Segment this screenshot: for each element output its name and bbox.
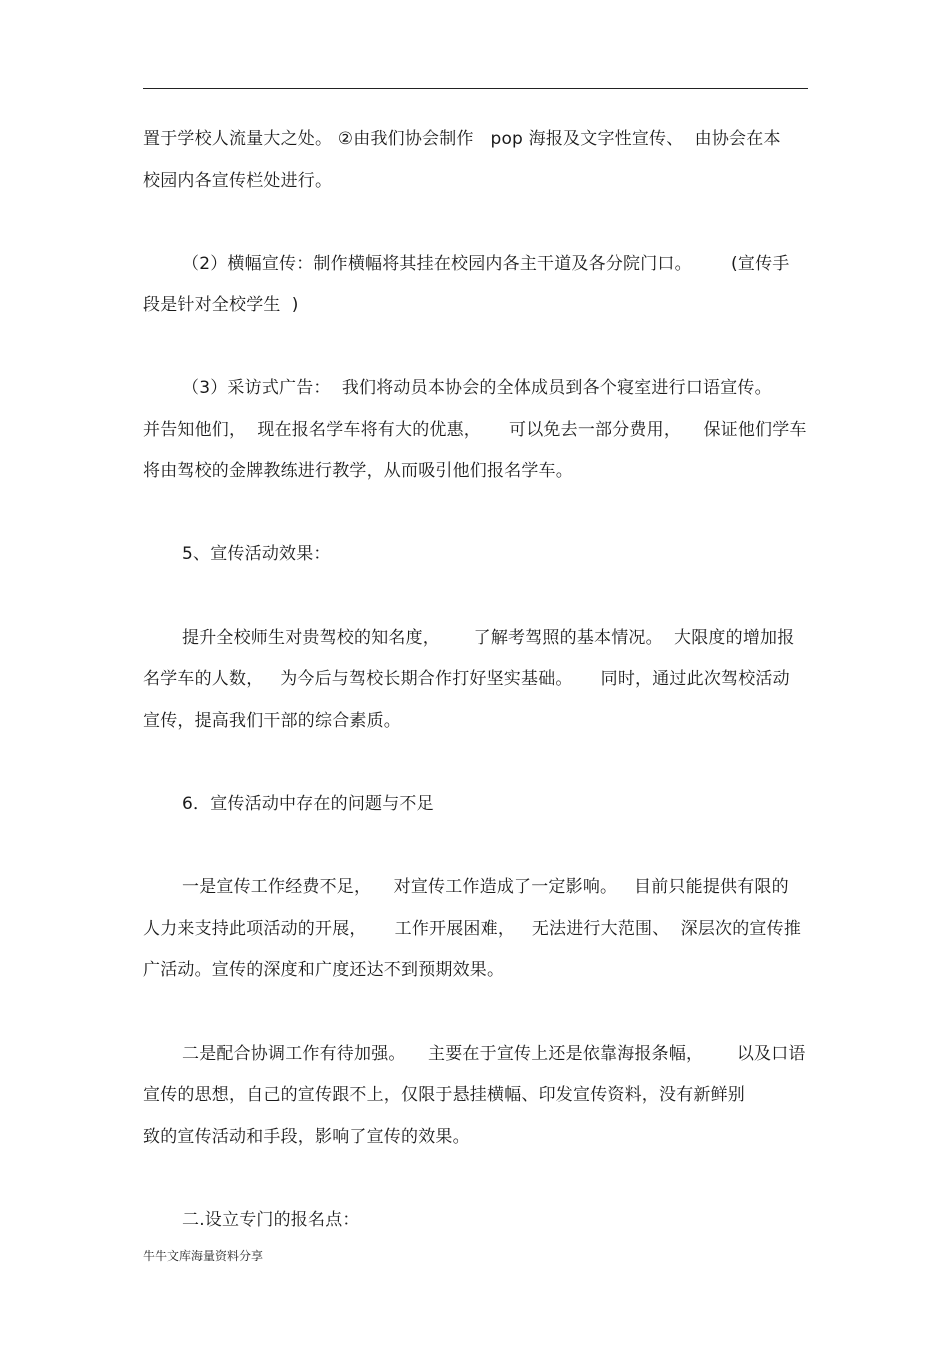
text-line: 名学车的人数， 为今后与驾校长期合作打好坚实基础。 同时，通过此次驾校活动 (143, 669, 790, 689)
header-rule (143, 88, 808, 89)
paragraph-coordination-line: 二是配合协调工作有待加强。 主要在于宣传上还是依靠海报条幅， 以及口语 (182, 1044, 806, 1064)
paragraph-interview-line: （3）采访式广告： 我们将动员本协会的全体成员到各个寝室进行口语宣传。 (182, 378, 772, 398)
text-line: 段是针对全校学生 ) (143, 295, 299, 315)
section-heading-registration: 二.设立专门的报名点： (182, 1210, 360, 1230)
text-line: 人力来支持此项活动的开展， 工作开展困难， 无法进行大范围、 深层次的宣传推 (143, 919, 802, 939)
paragraph-effect-line: 提升全校师生对贵驾校的知名度， 了解考驾照的基本情况。 大限度的增加报 (182, 628, 795, 648)
text-line: 宣传，提高我们干部的综合素质。 (143, 711, 401, 731)
section-heading-effect: 5、宣传活动效果： (182, 544, 331, 564)
text-line: 置于学校人流量大之处。 ②由我们协会制作 pop 海报及文字性宣传、 由协会在本 (143, 129, 781, 149)
text-line: 致的宣传活动和手段，影响了宣传的效果。 (143, 1127, 470, 1147)
text-line: 广活动。宣传的深度和广度还达不到预期效果。 (143, 960, 505, 980)
section-heading-problems: 6．宣传活动中存在的问题与不足 (182, 794, 434, 814)
footer-text: 牛牛文库海量资料分享 (143, 1249, 264, 1263)
text-line: 并告知他们， 现在报名学车将有大的优惠， 可以免去一部分费用， 保证他们学车 (143, 420, 807, 440)
text-line: 宣传的思想，自己的宣传跟不上，仅限于悬挂横幅、印发宣传资料，没有新鲜别 (143, 1085, 745, 1105)
text-line: 校园内各宣传栏处进行。 (143, 171, 333, 191)
paragraph-banner-line: （2）横幅宣传：制作横幅将其挂在校园内各主干道及各分院门口。 (宣传手 (182, 254, 790, 274)
paragraph-funding-line: 一是宣传工作经费不足， 对宣传工作造成了一定影响。 目前只能提供有限的 (182, 877, 789, 897)
text-line: 将由驾校的金牌教练进行教学，从而吸引他们报名学车。 (143, 461, 573, 481)
